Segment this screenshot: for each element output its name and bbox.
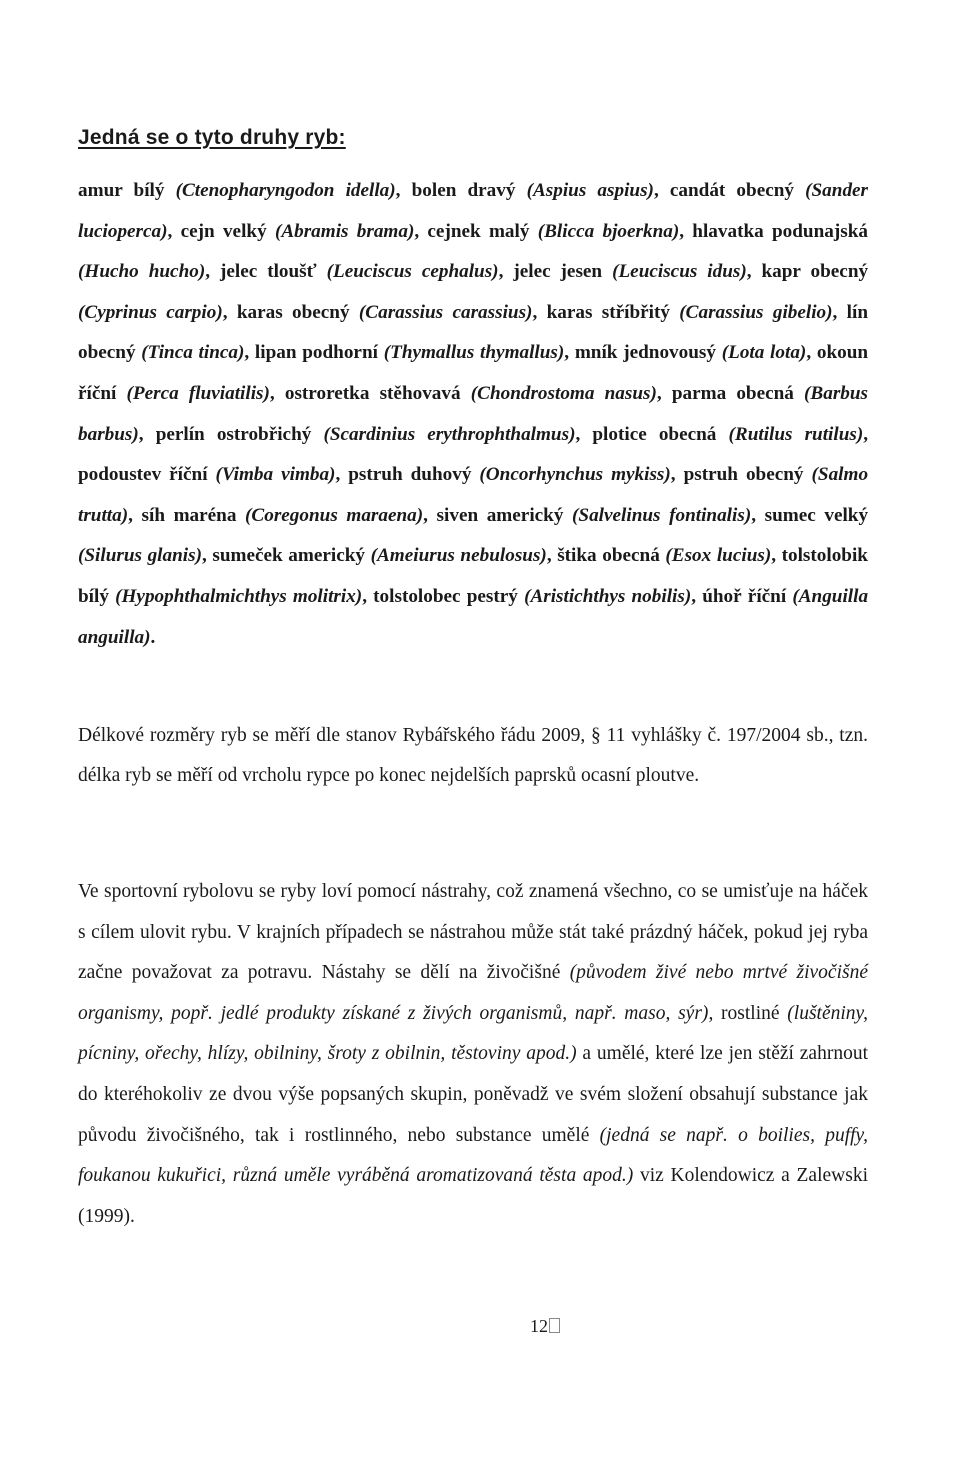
species-czech-name: jelec jesen (513, 261, 603, 283)
species-czech-name: cejnek malý (427, 220, 530, 242)
section-heading: Jedná se o tyto druhy ryb: (78, 126, 346, 149)
species-czech-name: tolstolobik bílý (78, 545, 868, 607)
species-list-end: . (150, 626, 156, 648)
species-latin-name: (Oncorhynchus mykiss) (479, 464, 671, 486)
species-czech-name: podoustev říční (78, 464, 208, 486)
species-latin-name: (Hypophthalmichthys molitrix) (115, 585, 363, 607)
species-latin-name: (Salmo trutta) (78, 464, 869, 526)
species-latin-name: (Salvelinus fontinalis) (572, 504, 752, 526)
species-czech-name: perlín ostrobřichý (155, 423, 312, 445)
species-czech-name: candát obecný (669, 180, 794, 201)
species-czech-name: hlavatka podunajská (692, 220, 868, 242)
species-latin-name: (Ctenopharyngodon idella) (175, 180, 396, 201)
species-czech-name: kapr obecný (761, 261, 869, 283)
bait-text-4: viz Kolendowicz a Zalewski (1999). (78, 1165, 868, 1227)
species-czech-name: síh maréna (141, 504, 237, 526)
species-czech-name: mník jednovousý (574, 342, 716, 364)
species-latin-name: (Leuciscus idus) (612, 261, 747, 283)
species-latin-name: (Vimba vimba) (215, 464, 336, 486)
species-czech-name: sumec velký (764, 504, 869, 526)
species-latin-name: (Coregonus maraena) (245, 504, 424, 526)
species-czech-name: úhoř říční (702, 585, 787, 607)
species-latin-name: (Cyprinus carpio) (78, 301, 223, 323)
species-latin-name: (Leuciscus cephalus) (326, 261, 499, 283)
bait-plant-note: (luštěniny, pícniny, ořechy, hlízy, obilniny, šroty z obilnin, těstoviny apod.) (78, 1002, 868, 1065)
placeholder-box-icon (549, 1318, 560, 1333)
bait-artificial-note: (jedná se např. o boilies, puffy, foukanou kukuřici, různá uměle vyráběná aromatizovaná těsta apod.) (78, 1124, 868, 1187)
species-czech-name: pstruh duhový (348, 464, 472, 486)
species-czech-name: tolstolobec pestrý (373, 585, 518, 607)
species-latin-name: (Esox lucius) (665, 545, 772, 567)
species-czech-name: lín obecný (78, 301, 868, 364)
species-latin-name: (Tinca tinca) (141, 342, 245, 364)
species-czech-name: amur bílý (78, 180, 165, 201)
species-latin-name: (Hucho hucho) (78, 261, 206, 283)
species-latin-name: (Thymallus thymallus) (383, 342, 565, 364)
length-measurement-paragraph: Délkové rozměry ryb se měří dle stanov Rybářského řádu 2009, § 11 vyhlášky č. 197/2004 sb., tzn. délka ryb se měří od vrcholu rypce po konec nejdelších paprsků ocasní ploutve. (78, 725, 868, 786)
species-latin-name: (Chondrostoma nasus) (470, 382, 657, 404)
bait-animal-note: (původem živé nebo mrtvé živočišné organismy, popř. jedlé produkty získané z živých organismů, např. maso, sýr) (78, 962, 869, 1024)
species-czech-name: bolen dravý (411, 180, 516, 201)
species-czech-name: karas obecný (236, 301, 350, 323)
bait-text-1: Ve sportovní rybolovu se ryby loví pomocí nástrahy, což znamená všechno, co se umisťuje na háček s cílem ulovit rybu. V krajních případech se nástrahou může stát také prázdný háček, pokud jej ryba začne považovat za potravu. Nástahy se dělí na živočišné (78, 881, 868, 984)
species-latin-name: (Carassius carassius) (358, 301, 533, 323)
bait-text-2: , rostliné (708, 1002, 788, 1024)
species-latin-name: (Ameiurus nebulosus) (370, 545, 547, 567)
species-czech-name: siven americký (436, 504, 564, 526)
bait-text-3: a umělé, které lze jen stěží zahrnout do kteréhokoliv ze dvou výše popsaných skupin, poněvadž ve svém složení obsahují substance jak původu živočišného, tak i rostlinného, nebo substance umělé (78, 1043, 868, 1146)
species-czech-name: štika obecná (557, 545, 660, 567)
species-czech-name: okoun říční (78, 342, 869, 404)
species-latin-name: (Aristichthys nobilis) (524, 585, 692, 607)
species-latin-name: (Silurus glanis) (78, 545, 202, 567)
species-czech-name: parma obecná (671, 382, 794, 404)
species-czech-name: sumeček americký (212, 545, 366, 567)
document-page (78, 0, 868, 1463)
species-latin-name: (Perca fluviatilis) (126, 382, 270, 404)
species-latin-name: (Blicca bjoerkna) (537, 220, 680, 242)
species-czech-name: pstruh obecný (683, 464, 804, 486)
species-latin-name: (Rutilus rutilus) (728, 423, 864, 445)
species-latin-name: (Abramis brama) (274, 220, 415, 242)
species-latin-name: (Sander lucioperca) (78, 180, 869, 242)
species-latin-name: (Lota lota) (721, 342, 807, 364)
page-number-text: 12 (530, 1316, 548, 1336)
species-latin-name: (Aspius aspius) (526, 180, 654, 201)
species-list-paragraph: amur bílý (Ctenopharyngodon idella), bolen dravý (Aspius aspius), candát obecný (Sander lucioperca), cejn velký (Abramis brama), cejnek malý (Blicca bjoerkna), hlavatka podunajská (Hucho hucho), jelec tloušť (Leuciscus cephalus), jelec jesen (Leuciscus idus), kapr obecný (Cyprinus carpio), karas obecný (Carassius carassius), karas stříbřitý (Carassius gibelio), lín obecný (Tinca tinca), lipan podhorní (Thymallus thymallus), mník jednovousý (Lota lota), okoun říční (Perca fluviatilis), ostroretka stěhovavá (Chondrostoma nasus), parma obecná (Barbus barbus), perlín ostrobřichý (Scardinius erythrophthalmus), plotice obecná (Rutilus rutilus), podoustev říční (Vimba vimba), pstruh duhový (Oncorhynchus mykiss), pstruh obecný (Salmo trutta), síh maréna (Coregonus maraena), siven americký (Salvelinus fontinalis), sumec velký (Silurus glanis), sumeček americký (Ameiurus nebulosus), štika obecná (Esox lucius), tolstolobik bílý (Hypophthalmichthys molitrix), tolstolobec pestrý (Aristichthys nobilis), úhoř říční (Anguilla anguilla). (78, 180, 869, 648)
species-czech-name: cejn velký (180, 220, 267, 242)
species-latin-name: (Carassius gibelio) (679, 301, 833, 323)
page-number (530, 1316, 560, 1337)
species-latin-name: (Scardinius erythrophthalmus) (323, 423, 576, 445)
species-czech-name: jelec tloušť (219, 261, 317, 283)
species-latin-name: (Anguilla anguilla) (78, 585, 869, 648)
species-czech-name: plotice obecná (592, 423, 717, 445)
species-czech-name: lipan podhorní (254, 342, 378, 364)
species-czech-name: ostroretka stěhovavá (284, 382, 461, 404)
species-czech-name: karas stříbřitý (546, 301, 670, 323)
bait-paragraph (78, 872, 868, 1237)
species-latin-name: (Barbus barbus) (78, 382, 869, 445)
